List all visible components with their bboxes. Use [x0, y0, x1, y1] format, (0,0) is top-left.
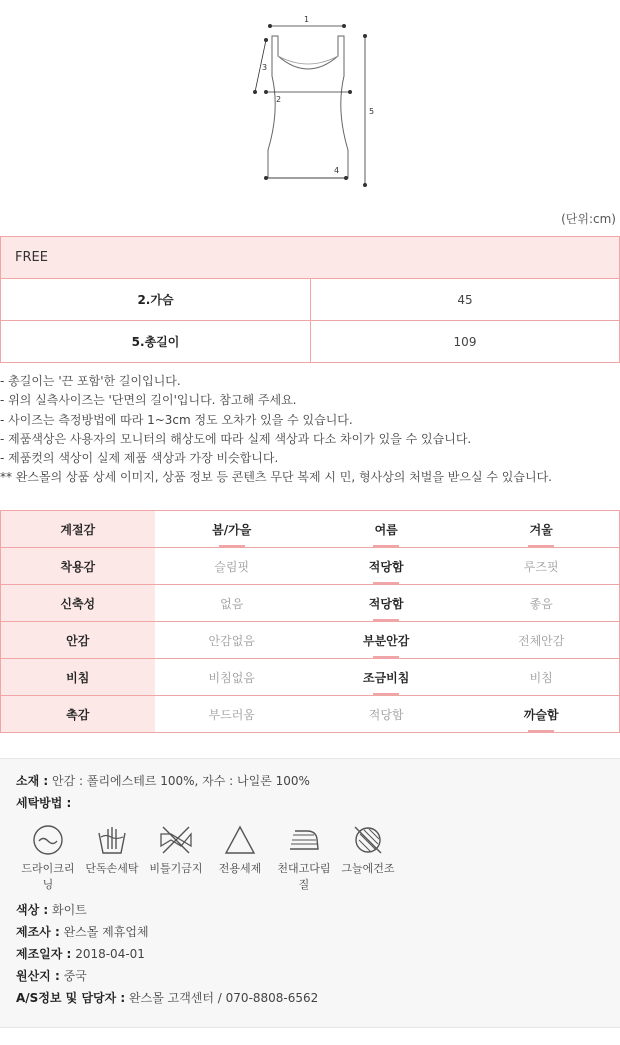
- size-row-label: 5.총길이: [1, 321, 311, 363]
- feature-option: 좋음: [463, 585, 619, 622]
- size-table: [0, 236, 620, 363]
- table-row: [1, 279, 620, 321]
- hand-wash-icon: [95, 823, 129, 857]
- washing-caption: 그늘에건조: [341, 862, 395, 875]
- date-value: 2018-04-01: [75, 947, 145, 961]
- measure-1-label: 1: [304, 15, 310, 24]
- note-line: - 총길이는 '끈 포함'한 길이입니다.: [0, 374, 181, 388]
- no-wring-icon: [159, 823, 193, 857]
- origin-row: [16, 967, 87, 984]
- note-line: - 위의 실측사이즈는 '단면의 길이'입니다. 참고해 주세요.: [0, 393, 297, 408]
- shade-dry-icon: [351, 823, 385, 857]
- feature-option: 안감없음: [155, 622, 309, 659]
- size-row-value: 45: [311, 279, 620, 321]
- iron-cloth-icon: [287, 823, 321, 857]
- feature-row: [1, 622, 620, 659]
- as-row: [16, 989, 318, 1006]
- feature-row: [1, 511, 620, 548]
- as-value: 완스몰 고객센터 / 070-8808-6562: [129, 991, 319, 1005]
- feature-option: 적당함: [309, 696, 463, 733]
- washing-item: [272, 823, 336, 893]
- feature-name: 비침: [1, 659, 155, 696]
- washing-item: [80, 823, 144, 893]
- maker-label: 제조사 :: [16, 925, 60, 939]
- washing-item: [144, 823, 208, 893]
- feature-option: 없음: [155, 585, 309, 622]
- table-row: [1, 321, 620, 363]
- feature-option: 적당함: [309, 548, 463, 585]
- neutral-detergent-icon: [223, 823, 257, 857]
- feature-option: 비침없음: [155, 659, 309, 696]
- origin-value: 중국: [63, 969, 87, 983]
- feature-name: 촉감: [1, 696, 155, 733]
- feature-name: 계절감: [1, 511, 155, 548]
- feature-row: [1, 696, 620, 733]
- unit-label: (단위:cm): [561, 212, 616, 226]
- note-line: ** 완스몰의 상품 상세 이미지, 상품 정보 등 콘텐츠 무단 복제 시 민, 형사상의 처벌을 받으실 수 있습니다.: [0, 470, 552, 485]
- feature-option: 겨울: [463, 511, 619, 548]
- feature-row: [1, 659, 620, 696]
- dry-clean-icon: [31, 823, 65, 857]
- color-row: [16, 901, 87, 918]
- feature-table: [0, 510, 620, 733]
- washing-icons: [16, 823, 400, 893]
- size-row-value: 109: [311, 321, 620, 363]
- color-label: 색상 :: [16, 903, 49, 917]
- feature-option: 슬림핏: [155, 548, 309, 585]
- feature-option: 루즈핏: [463, 548, 619, 585]
- feature-option: 전체안감: [463, 622, 619, 659]
- size-notes: [0, 372, 620, 488]
- washing-caption: 단독손세탁: [85, 862, 139, 875]
- product-info-panel: [0, 758, 620, 1028]
- feature-option: 조금비침: [309, 659, 463, 696]
- feature-row: [1, 585, 620, 622]
- feature-name: 안감: [1, 622, 155, 659]
- as-label: A/S정보 및 담당자 :: [16, 991, 126, 1005]
- measure-3-label: 3: [262, 63, 268, 72]
- feature-name: 신축성: [1, 585, 155, 622]
- washing-caption: 전용세제: [218, 862, 262, 875]
- material-value: 안감 : 폴리에스테르 100%, 자수 : 나일론 100%: [52, 774, 310, 788]
- feature-option: 부드러움: [155, 696, 309, 733]
- feature-option: 까슬함: [463, 696, 619, 733]
- feature-name: 착용감: [1, 548, 155, 585]
- washing-caption: 드라이크리닝: [21, 862, 75, 891]
- date-label: 제조일자 :: [16, 947, 72, 961]
- maker-row: [16, 923, 149, 940]
- size-diagram: [250, 10, 380, 190]
- feature-row: [1, 548, 620, 585]
- washing-item: [208, 823, 272, 893]
- size-row-label: 2.가슴: [1, 279, 311, 321]
- date-row: [16, 945, 145, 962]
- feature-option: 여름: [309, 511, 463, 548]
- washing-caption: 천대고다림질: [277, 862, 331, 891]
- washing-caption: 비틀기금지: [149, 862, 203, 875]
- washing-item: [16, 823, 80, 893]
- measure-4-label: 4: [334, 166, 340, 175]
- note-line: - 제품색상은 사용자의 모니터의 해상도에 따라 실제 색상과 다소 차이가 있을 수 있습니다.: [0, 431, 472, 446]
- washing-item: [336, 823, 400, 893]
- color-value: 화이트: [52, 903, 87, 917]
- washing-label: 세탁방법 :: [16, 796, 72, 810]
- material-row: [16, 772, 310, 789]
- note-line: - 제품컷의 색상이 실제 제품 색상과 가장 비슷합니다.: [0, 451, 279, 466]
- origin-label: 원산지 :: [16, 969, 60, 983]
- feature-option: 봄/가을: [155, 511, 309, 548]
- feature-option: 적당함: [309, 585, 463, 622]
- maker-value: 완스몰 제휴업체: [63, 925, 149, 939]
- note-line: - 사이즈는 측정방법에 따라 1~3cm 정도 오차가 있을 수 있습니다.: [0, 412, 353, 427]
- feature-option: 비침: [463, 659, 619, 696]
- size-name: FREE: [1, 237, 620, 279]
- measure-2-label: 2: [276, 95, 282, 104]
- washing-row: [16, 794, 71, 811]
- measure-5-label: 5: [369, 107, 375, 116]
- tank-top-diagram: [250, 10, 380, 190]
- material-label: 소재 :: [16, 774, 49, 788]
- feature-option: 부분안감: [309, 622, 463, 659]
